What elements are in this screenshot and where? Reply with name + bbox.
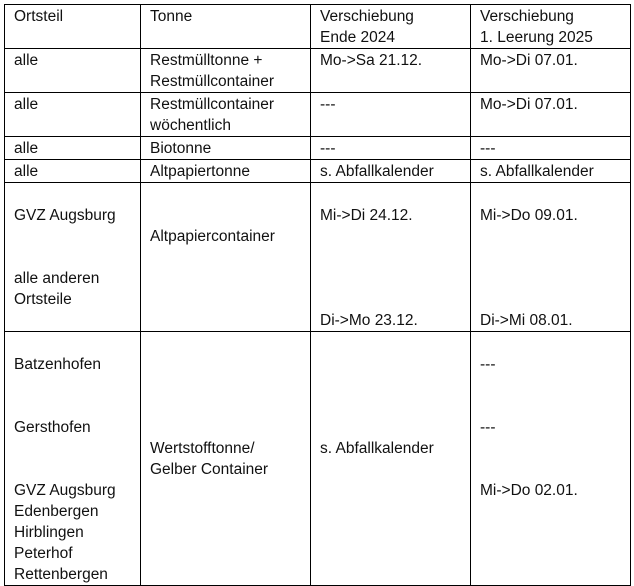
table-row	[5, 160, 631, 183]
cell-verschiebung-2025	[471, 183, 631, 332]
cell-ortsteil-gvz: GVZ Augsburg	[14, 207, 116, 224]
cell-tonne	[141, 183, 311, 332]
cell-tonne: Restmüllcontainer wöchentlich	[141, 93, 311, 137]
spacer	[14, 375, 136, 396]
header-ortsteil: Ortsteil	[5, 5, 141, 49]
cell-verschiebung-2024: ---	[311, 93, 471, 137]
cell-ortsteil: alle	[5, 49, 141, 93]
header-verschiebung-2024: Verschiebung Ende 2024	[311, 5, 471, 49]
cell-verschiebung-2024	[311, 183, 471, 332]
cell-v24-wertstoff: s. Abfallkalender	[320, 440, 434, 457]
spacer	[320, 226, 466, 247]
spacer	[14, 226, 136, 247]
cell-ortsteil	[5, 332, 141, 586]
spacer	[480, 375, 626, 396]
header-tonne: Tonne	[141, 5, 311, 49]
cell-v25-gvz: Mi->Do 09.01.	[480, 207, 578, 224]
cell-verschiebung-2025: Mo->Di 07.01.	[471, 93, 631, 137]
table-row	[5, 49, 631, 93]
cell-verschiebung-2025	[471, 332, 631, 586]
cell-tonne-altpapiercontainer: Altpapiercontainer	[150, 228, 275, 245]
cell-ortsteil: alle	[5, 137, 141, 160]
cell-ortsteil	[5, 183, 141, 332]
cell-ortsteil-andere: alle anderen Ortsteile	[14, 270, 100, 308]
cell-v25-group: Mi->Do 02.01.	[480, 482, 578, 499]
cell-v24-gvz: Mi->Di 24.12.	[320, 207, 413, 224]
spacer	[480, 226, 626, 247]
cell-verschiebung-2025: ---	[471, 137, 631, 160]
spacer	[14, 438, 136, 459]
cell-tonne-wertstoff: Wertstofftonne/ Gelber Container	[150, 440, 269, 478]
cell-verschiebung-2025: Mo->Di 07.01.	[471, 49, 631, 93]
cell-v25-gersthofen: ---	[480, 419, 496, 436]
cell-verschiebung-2024: s. Abfallkalender	[311, 160, 471, 183]
table-row	[5, 93, 631, 137]
cell-ortsteil-batzenhofen: Batzenhofen	[14, 356, 102, 373]
header-row	[5, 5, 631, 49]
cell-v24-andere: Di->Mo 23.12.	[320, 312, 418, 329]
header-verschiebung-2025: Verschiebung 1. Leerung 2025	[471, 5, 631, 49]
cell-tonne	[141, 332, 311, 586]
cell-verschiebung-2024: Mo->Sa 21.12.	[311, 49, 471, 93]
spacer	[320, 268, 466, 289]
table-row	[5, 332, 631, 586]
table-row	[5, 137, 631, 160]
cell-ortsteil: alle	[5, 160, 141, 183]
cell-ortsteil-gersthofen: Gersthofen	[14, 419, 91, 436]
cell-verschiebung-2024	[311, 332, 471, 586]
cell-v25-batzenhofen: ---	[480, 356, 496, 373]
spacer	[480, 268, 626, 289]
spacer	[480, 438, 626, 459]
schedule-table-wrapper	[4, 4, 631, 586]
cell-tonne: Altpapiertonne	[141, 160, 311, 183]
schedule-table	[4, 4, 631, 586]
cell-verschiebung-2025: s. Abfallkalender	[471, 160, 631, 183]
cell-tonne: Restmülltonne + Restmüllcontainer	[141, 49, 311, 93]
cell-ortsteil-group: GVZ Augsburg Edenbergen Hirblingen Peterhof Rettenbergen	[14, 482, 116, 583]
cell-ortsteil: alle	[5, 93, 141, 137]
cell-verschiebung-2024: ---	[311, 137, 471, 160]
cell-tonne: Biotonne	[141, 137, 311, 160]
table-row	[5, 183, 631, 332]
cell-v25-andere: Di->Mi 08.01.	[480, 312, 573, 329]
